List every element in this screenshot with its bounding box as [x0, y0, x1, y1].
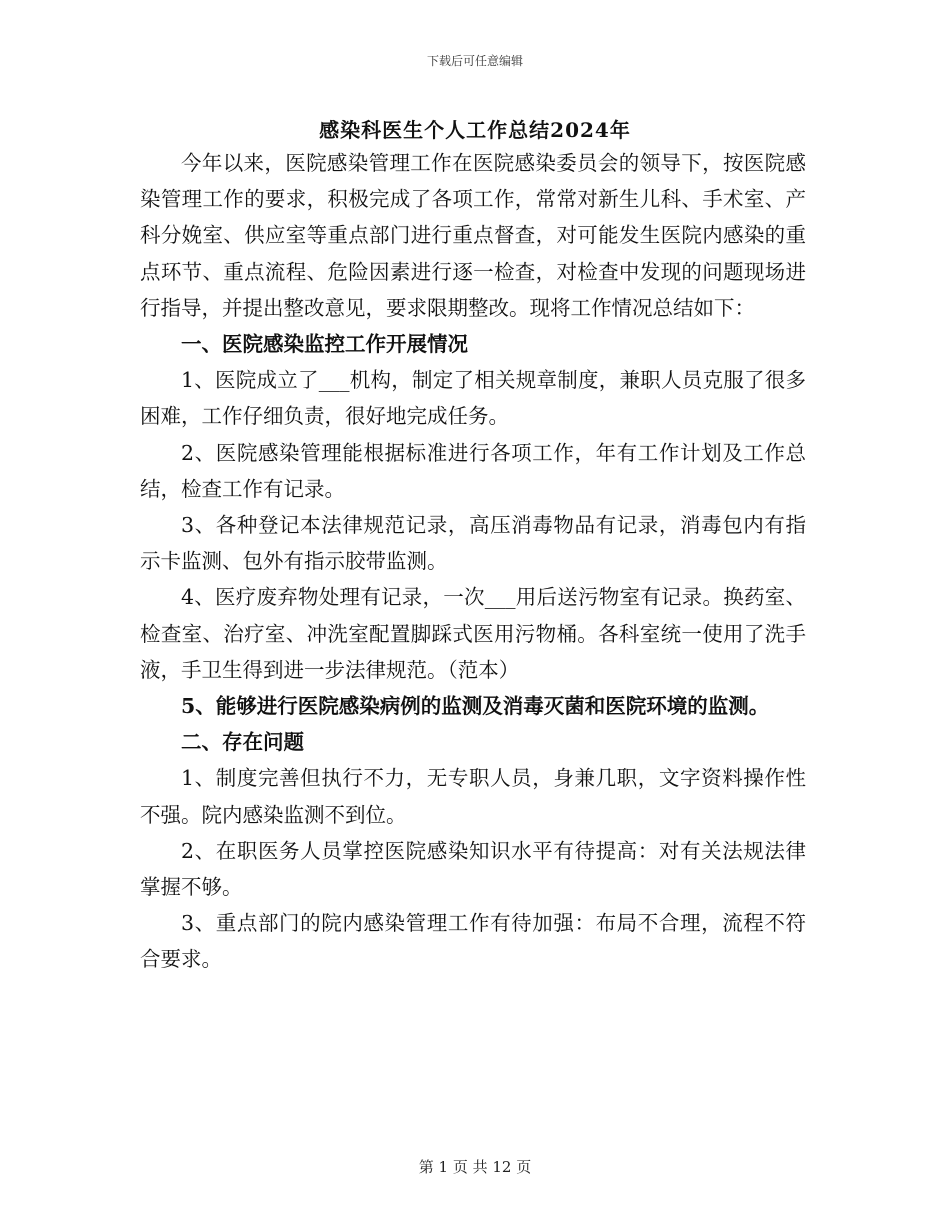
body-paragraph: 1、医院成立了___机构，制定了相关规章制度，兼职人员克服了很多困难，工作仔细负责，很好地完成任务。: [140, 368, 806, 429]
body-paragraph-bold: 5、能够进行医院感染病例的监测及消毒灭菌和医院环境的监测。: [181, 694, 770, 719]
body-paragraph: 2、医院感染管理能根据标准进行各项工作，年有工作计划及工作总结，检查工作有记录。: [140, 440, 806, 501]
document-title: 感染科医生个人工作总结2024年: [319, 118, 631, 142]
document-body: [140, 145, 806, 978]
body-paragraph: 3、各种登记本法律规范记录，高压消毒物品有记录，消毒包内有指示卡监测、包外有指示胶带监测。: [140, 513, 806, 574]
body-paragraph: 4、医疗废弃物处理有记录，一次___用后送污物室有记录。换药室、检查室、治疗室、冲洗室配置脚踩式医用污物桶。各科室统一使用了洗手液，手卫生得到进一步法律规范。（范本）: [140, 585, 806, 682]
body-paragraph: 2、在职医务人员掌控医院感染知识水平有待提高：对有关法规法律掌握不够。: [140, 838, 806, 900]
section-heading-problems: 二、存在问题: [181, 730, 304, 755]
page-number: 第 1 页 共 12 页: [418, 1158, 532, 1176]
body-paragraph: 3、重点部门的院内感染管理工作有待加强：布局不合理，流程不符合要求。: [140, 911, 806, 972]
section-heading-monitoring: 一、医院感染监控工作开展情况: [181, 332, 468, 357]
intro-paragraph: 今年以来，医院感染管理工作在医院感染委员会的领导下，按医院感染管理工作的要求，积极完成了各项工作，常常对新生儿科、手术室、产科分娩室、供应室等重点部门进行重点督查，对可能发生医院内感染的重点环节、重点流程、危险因素进行逐一检查，对检查中发现的问题现场进行指导，并提出整改意见，要求限期整改。现将工作情况总结如下：: [140, 151, 806, 320]
body-paragraph: 1、制度完善但执行不力，无专职人员，身兼几职，文字资料操作性不强。院内感染监测不到位。: [140, 766, 806, 827]
download-note: 下载后可任意编辑: [426, 54, 523, 68]
